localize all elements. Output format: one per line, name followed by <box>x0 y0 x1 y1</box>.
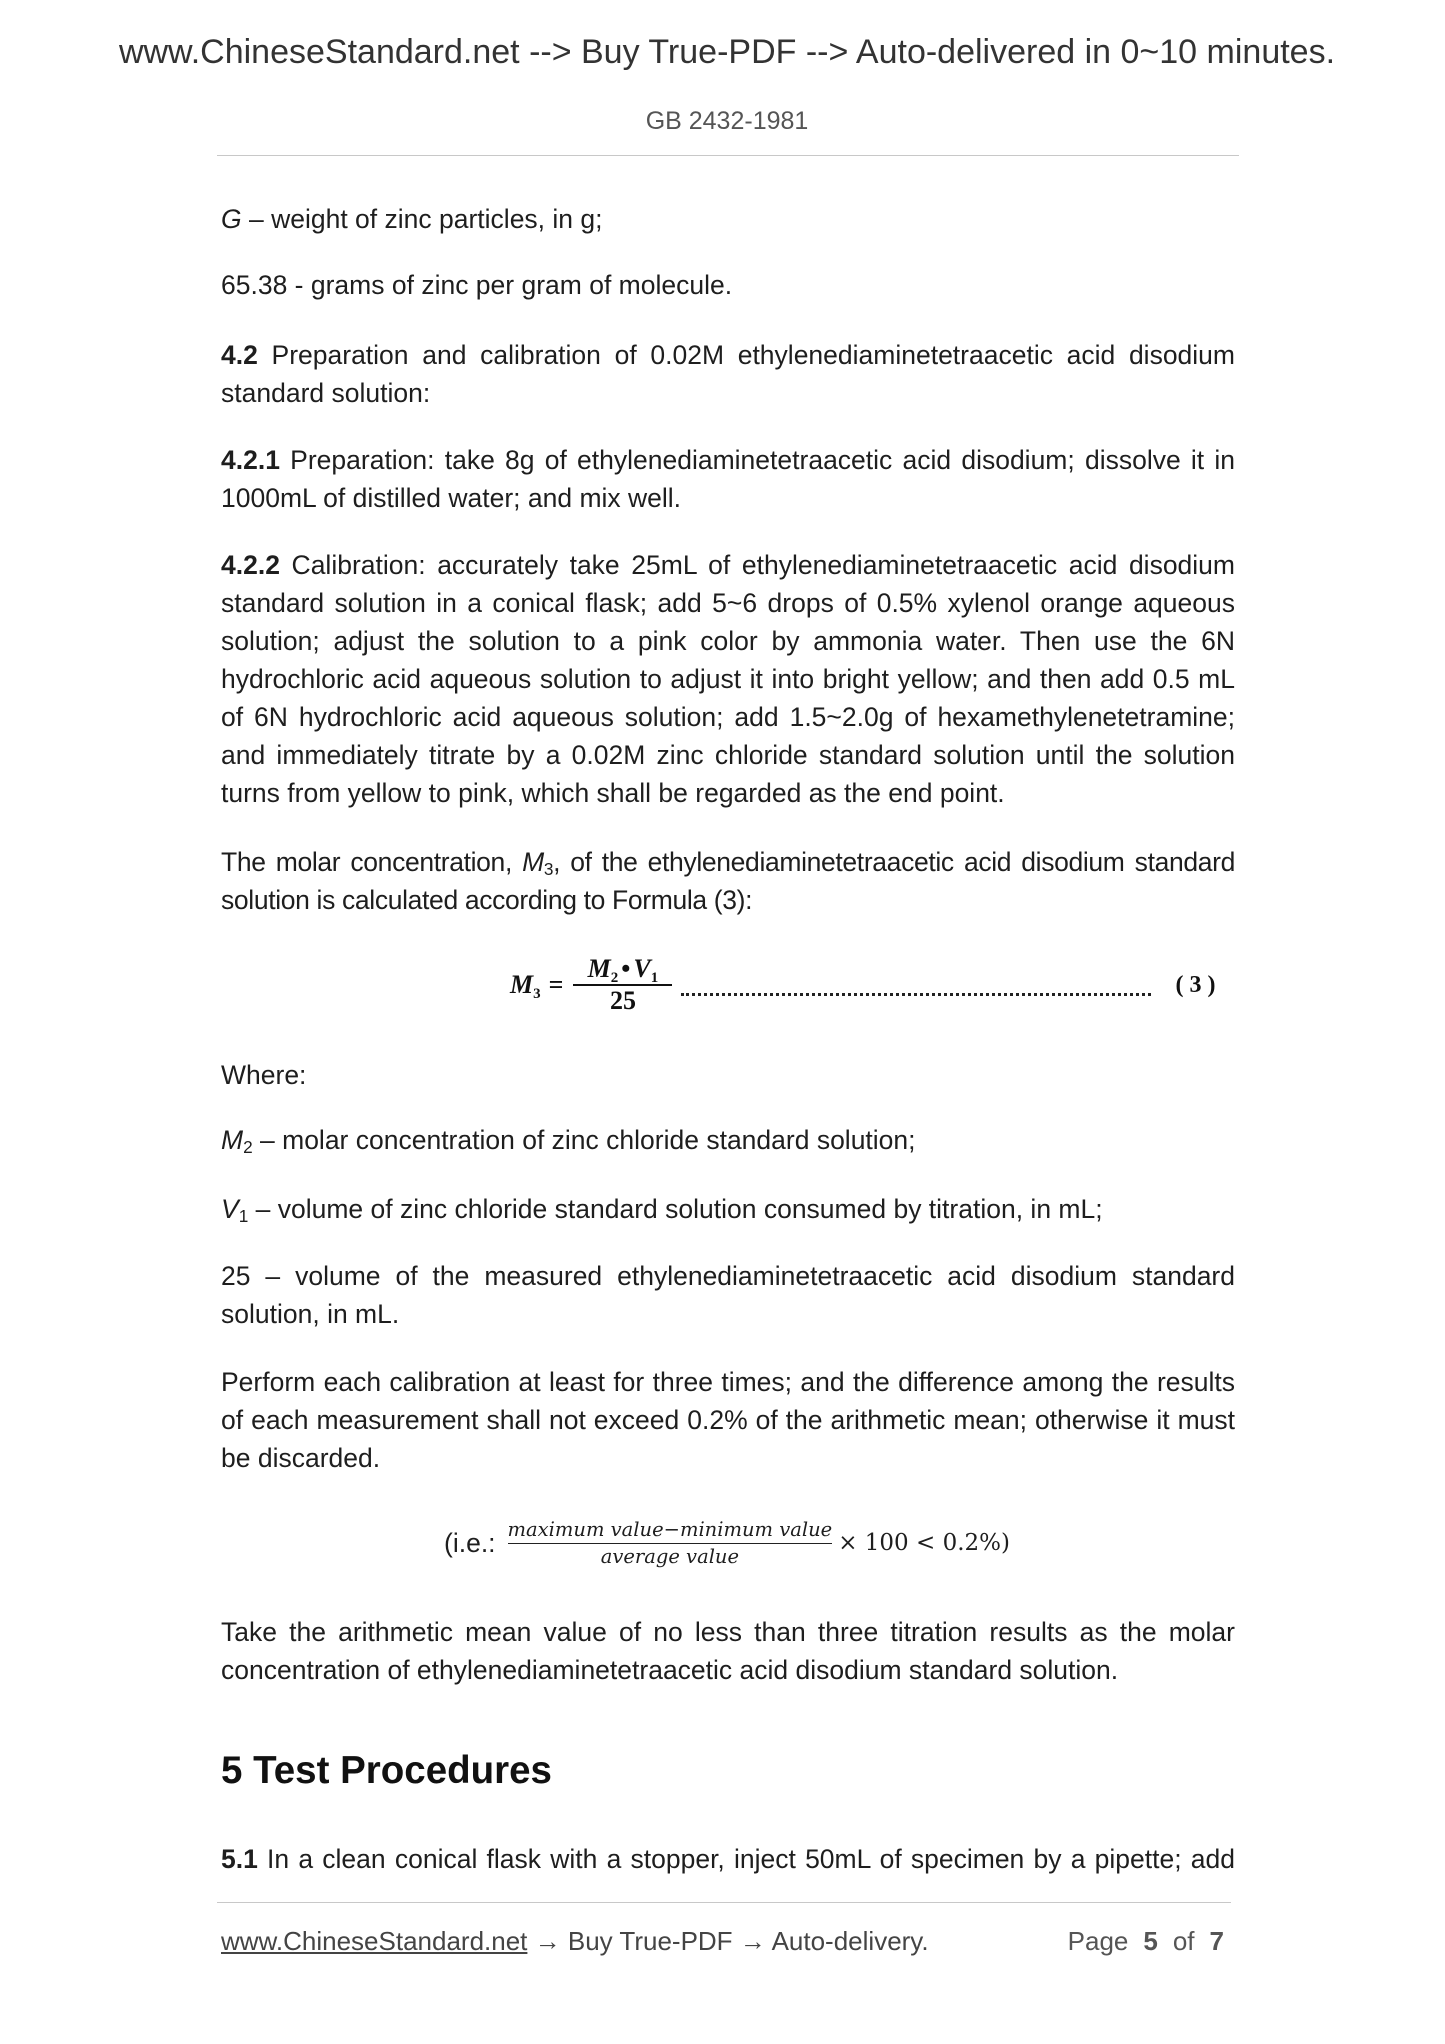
page-banner: www.ChineseStandard.net --> Buy True-PDF --> Auto-delivered in 0~10 minutes. <box>118 33 1336 71</box>
numerator-subscript-v: 1 <box>650 970 659 986</box>
section-number: 4.2.1 <box>221 445 280 475</box>
definition-m2 <box>221 1121 1235 1159</box>
doc-id-header: GB 2432-1981 <box>645 107 809 135</box>
section-number: 5.1 <box>221 1844 258 1874</box>
header-rule <box>217 155 1239 156</box>
fraction-denominator: 25 <box>609 986 636 1015</box>
formula-fraction <box>573 954 672 1016</box>
formula-3 <box>510 950 1215 1020</box>
equals-sign: = <box>548 970 564 999</box>
lhs-variable: M <box>510 970 534 999</box>
section-number: 4.2 <box>221 340 258 370</box>
definition-text: – volume of zinc chloride standard solution consumed by titration, in mL; <box>248 1194 1103 1224</box>
section-text: Preparation and calibration of 0.02M ethylenediaminetetraacetic acid disodium standard solution: <box>221 340 1235 408</box>
page-total: 7 <box>1209 1926 1224 1956</box>
definition-v1 <box>221 1190 1235 1228</box>
multiplication-dot: • <box>621 954 631 983</box>
section-number: 4.2.2 <box>221 550 280 580</box>
calibration-repeat-paragraph: Perform each calibration at least for three times; and the difference among the results of each measurement shall not exceed 0.2% of the arithmetic mean; otherwise it must be discarded. <box>221 1367 1235 1473</box>
variable-subscript: 2 <box>243 1136 253 1157</box>
variable-subscript: 1 <box>238 1205 249 1226</box>
section-5-1 <box>221 1840 1235 1878</box>
zinc-molar-mass-definition: 65.38 - grams of zinc per gram of molecule. <box>221 270 733 300</box>
paragraph-text-before: The molar concentration, <box>221 847 523 877</box>
fraction-numerator: maximum value−minimum value <box>507 1517 833 1541</box>
footer-site-link[interactable]: www.ChineseStandard.net <box>221 1926 528 1956</box>
formula-lhs <box>510 970 541 1000</box>
variable-g: G <box>221 204 242 234</box>
page-label: Page <box>1067 1926 1129 1956</box>
section-text: In a clean conical flask with a stopper, inject 50mL of specimen by a pipette; add <box>257 1844 1235 1874</box>
tolerance-formula <box>444 1515 1010 1571</box>
section-4-2-2 <box>221 546 1235 812</box>
definition-25: 25 – volume of the measured ethylenediaminetetraacetic acid disodium standard solution, in mL. <box>221 1261 1235 1329</box>
page-indicator <box>1068 1925 1224 1957</box>
numerator-variable-v: V <box>633 954 651 983</box>
paragraph-text-after: , of the ethylenediaminetetraacetic acid disodium standard solution is calculated according to Formula (3): <box>221 847 1235 915</box>
footer-tagline <box>221 1925 929 1957</box>
formula-prefix: (i.e.: <box>444 1527 496 1558</box>
numerator-variable-m: M <box>587 954 611 983</box>
footer-rule <box>217 1902 1231 1903</box>
section-4-2 <box>221 336 1235 412</box>
page-of-label: of <box>1172 1926 1195 1956</box>
section-text: Calibration: accurately take 25mL of ethylenediaminetetraacetic acid disodium standard solution in a conical flask; add 5~6 drops of 0.5% xylenol orange aqueous solution; adjust the solution to a pink color by ammonia water. Then use the 6N hydrochloric acid aqueous solution to adjust it into bright yellow; and then add 0.5 mL of 6N hydrochloric acid aqueous solution; add 1.5~2.0g of hexamethylenetetramine; and immediately titrate by a 0.02M zinc chloride standard solution until the solution turns from yellow to pink, which shall be regarded as the end point. <box>221 550 1235 808</box>
footer-tagline-text: → Buy True-PDF → Auto-delivery. <box>527 1926 929 1956</box>
dotted-leader <box>681 993 1151 996</box>
section-5-heading: 5 Test Procedures <box>221 1749 552 1792</box>
where-label: Where: <box>221 1060 307 1090</box>
tolerance-fraction <box>508 1517 833 1570</box>
variable-m: M <box>522 847 544 877</box>
section-text: Preparation: take 8g of ethylenediaminetetraacetic acid disodium; dissolve it in 1000mL of distilled water; and mix well. <box>221 445 1235 513</box>
formula-suffix: × 100 < 0.2%) <box>838 1530 1010 1556</box>
zinc-weight-definition <box>221 200 1235 238</box>
fraction-denominator: average value <box>600 1544 740 1568</box>
fraction-numerator <box>588 954 659 984</box>
numerator-subscript-m: 2 <box>610 970 619 986</box>
section-4-2-1 <box>221 441 1235 517</box>
lhs-subscript: 3 <box>533 986 541 1002</box>
definition-text: – molar concentration of zinc chloride standard solution; <box>252 1125 916 1155</box>
page-current: 5 <box>1143 1926 1158 1956</box>
variable-m: M <box>221 1125 244 1155</box>
formula-number: ( 3 ) <box>1175 971 1216 998</box>
arithmetic-mean-paragraph: Take the arithmetic mean value of no less than three titration results as the molar concentration of ethylenediaminetetraacetic acid disodium standard solution. <box>221 1617 1235 1685</box>
definition-text: – weight of zinc particles, in g; <box>241 204 603 234</box>
variable-v: V <box>221 1194 239 1224</box>
molar-concentration-paragraph <box>221 843 1235 919</box>
variable-subscript: 3 <box>543 858 554 879</box>
